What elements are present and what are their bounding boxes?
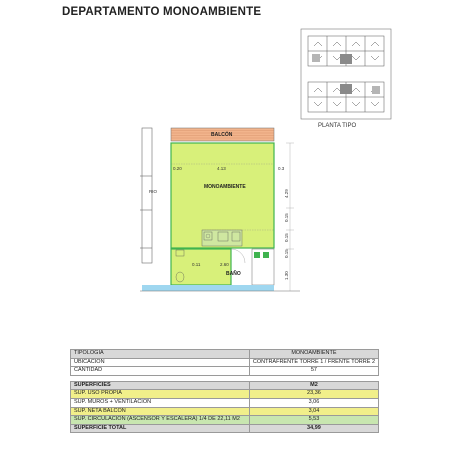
table-header-row (71, 381, 379, 390)
service-strip (142, 285, 171, 291)
monoambiente-label: MONOAMBIENTE (204, 184, 246, 190)
row-value: 3,04 (249, 407, 378, 416)
floor-plan (140, 118, 300, 300)
header-value: M2 (249, 381, 378, 390)
row-label: UBICACIÓN (71, 358, 250, 367)
dim-bath-left: 0.11 (192, 262, 201, 267)
dim-right-small-2: 0.15 (284, 233, 289, 242)
bathroom-label: BAÑO (226, 271, 241, 277)
table-row (71, 358, 379, 367)
balcony-label: BALCÓN (211, 132, 233, 138)
shaft-marker (263, 252, 269, 258)
kitchen-fixtures (202, 230, 242, 246)
header-label: SUPERFICIES (71, 381, 250, 390)
table-row (71, 390, 379, 399)
table-row (71, 367, 379, 376)
row-label: SUP. USO PROPIA (71, 390, 250, 399)
table-row (71, 416, 379, 425)
table-row (71, 398, 379, 407)
key-plan-drawing (300, 28, 392, 120)
dim-right-small-3: 0.15 (284, 249, 289, 258)
row-label: SUP. MUROS + VENTILACION (71, 398, 250, 407)
dim-right-height: 4.29 (284, 189, 289, 198)
surface-table (70, 349, 379, 433)
row-value: 3,06 (249, 398, 378, 407)
key-plan-caption: PLANTA TIPO (318, 123, 357, 129)
table-row (71, 350, 379, 359)
row-value: 57 (249, 367, 378, 376)
dim-top-width: 4.13 (217, 166, 226, 171)
shaft-marker (254, 252, 260, 258)
row-label: SUP. CIRCULACION (ASCENSOR Y ESCALERA) 1/4 DE 22,11 M2 (71, 416, 250, 425)
door-swing (231, 249, 245, 263)
service-strip (171, 285, 274, 291)
row-value: MONOAMBIENTE (249, 350, 378, 359)
total-label: SUPERFICIE TOTAL (71, 424, 250, 433)
side-room-label: RIO (149, 189, 158, 194)
row-label: CANTIDAD (71, 367, 250, 376)
dim-top-left: 0.20 (173, 166, 182, 171)
row-value: CONTRAFRENTE TORRE 1 / FRENTE TORRE 2 (249, 358, 378, 367)
dim-bath-width: 2.60 (220, 262, 229, 267)
dim-top-right: 0.3 (278, 166, 285, 171)
total-value: 34,99 (249, 424, 378, 433)
row-label: TIPOLOGIA (71, 350, 250, 359)
dim-right-bath: 1.30 (284, 271, 289, 280)
bathroom-area (171, 249, 231, 285)
row-value: 5,53 (249, 416, 378, 425)
row-value: 23,36 (249, 390, 378, 399)
row-label: SUP. NETA BALCON (71, 407, 250, 416)
dim-right-small-1: 0.15 (284, 213, 289, 222)
page-title: DEPARTAMENTO MONOAMBIENTE (62, 6, 262, 18)
table-row (71, 407, 379, 416)
table-total-row (71, 424, 379, 433)
